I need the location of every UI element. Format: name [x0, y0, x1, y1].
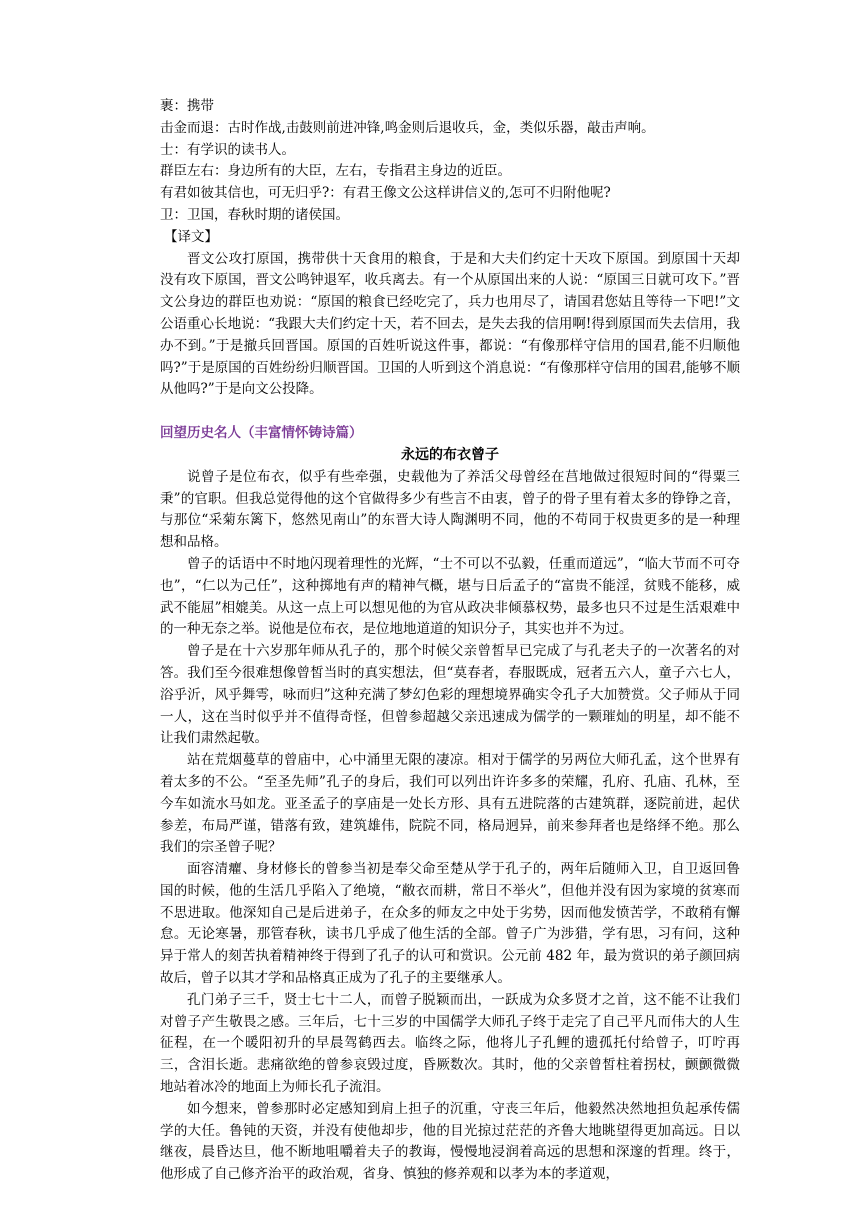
annotation-line: 裹：携带 [160, 98, 214, 114]
translation-paragraph: 晋文公攻打原国，携带供十天食用的粮食，于是和大夫们约定十天攻下原国。到原国十天却没有攻下原国，晋文公鸣钟退军，收兵离去。有一个从原国出来的人说：“原国三日就可攻下。”晋文公身边的群臣也劝说：“原国的粮食已经吃完了，兵力也用尽了，请国君您姑且等待一下吧!”文公语重心长地说：“我跟大夫们约定十天，若不回去，是失去我的信用啊!得到原国而失去信用，我办不到。”于是撤兵回晋国。原国的百姓听说这件事，都说：“有像那样守信用的国君,能不归顺他吗?”于是原国的百姓纷纷归顺晋国。卫国的人听到这个消息说：“有像那样守信用的国君,能够不顺从他吗?”于是向文公投降。 [160, 250, 740, 398]
article-paragraph: 如今想来，曾参那时必定感知到肩上担子的沉重，守丧三年后，他毅然决然地担负起承传儒学的大任。鲁钝的天资，并没有使他却步，他的目光掠过茫茫的齐鲁大地眺望得更加高远。日以继夜，晨昏达旦，他不断地咀嚼着夫子的教诲，慢慢地浸润着高远的思想和深邃的哲理。终于，他形成了自己修齐治平的政治观，省身、慎独的修养观和以孝为本的孝道观， [160, 1100, 740, 1183]
article-title: 永远的布衣曾子 [401, 446, 499, 463]
annotation-line: 有君如彼其信也，可无归乎?：有君王像文公这样讲信义的,怎可不归附他呢? [160, 185, 611, 202]
annotation-line: 击金而退：古时作战,击鼓则前进冲锋,鸣金则后退收兵，金，类似乐器，敲击声响。 [160, 119, 655, 136]
article-paragraph: 说曾子是位布衣，似乎有些牵强，史载他为了养活父母曾经在莒地做过很短时间的“得粟三秉”的官职。但我总觉得他的这个官做得多少有些言不由衷，曾子的骨子里有着太多的铮铮之音，与那位“采菊东篱下，悠然见南山”的东晋大诗人陶渊明不同，他的不苟同于权贵更多的是一种理想和品格。 [160, 468, 740, 551]
annotation-line: 卫：卫国，春秋时期的诸侯国。 [160, 206, 349, 223]
article-paragraph: 曾子是在十六岁那年师从孔子的，那个时候父亲曾皙早已完成了与孔老夫子的一次著名的对答。我们至今很难想像曾皙当时的真实想法，但“莫春者，春服既成，冠者五六人，童子六七人，浴乎沂，风乎舞雩，咏而归”这种充满了梦幻色彩的理想境界确实令孔子大加赞赏。父子师从于同一人，这在当时似乎并不值得奇怪，但曾参超越父亲迅速成为儒学的一颗璀灿的明星，却不能不让我们肃然起敬。 [160, 643, 740, 747]
section-heading: 回望历史名人（丰富情怀铸诗篇） [160, 425, 363, 442]
article-paragraph: 面容清癯、身材修长的曾参当初是奉父命至楚从学于孔子的，两年后随师入卫，自卫返回鲁国的时候，他的生活几乎陷入了绝境，“敝衣而耕，常日不举火”，但他并没有因为家境的贫寒而不思进取。他深知自己是后进弟子，在众多的师友之中处于劣势，因而他发愤苦学，不敢稍有懈怠。无论寒暑，那管春秋，读书几乎成了他生活的全部。曾子广为涉猎，学有思，习有问，这种异于常人的刻苦执着精神终于得到了孔子的认可和赏识。公元前 482 年，最为赏识的弟子颜回病故后，曾子以其才学和品格真正成为了孔子的主要继承人。 [160, 861, 740, 987]
article-paragraph: 孔门弟子三千，贤士七十二人，而曾子脱颖而出，一跃成为众多贤才之首，这不能不让我们对曾子产生敬畏之感。三年后，七十三岁的中国儒学大师孔子终于走完了自己平凡而伟大的人生征程，在一个暖阳初升的早晨驾鹤西去。临终之际，他将儿子孔鲤的遗孤托付给曾子，叮咛再三，含泪长逝。悲痛欲绝的曾参哀毁过度，昏厥数次。其时，他的父亲曾皙柱着拐杖，颤颤微微地站着冰冷的地面上为师长孔子流泪。 [160, 991, 740, 1096]
section-spacer [160, 401, 740, 423]
translation-label: 【译文】 [164, 228, 218, 245]
annotation-line: 士：有学识的读书人。 [160, 141, 295, 158]
annotation-line: 群臣左右：身边所有的大臣，左右，专指君主身边的近臣。 [160, 163, 511, 180]
document-body [160, 96, 740, 1186]
article-paragraph: 曾子的话语中不时地闪现着理性的光辉，“士不可以不弘毅，任重而道远”，“临大节而不可夺也”，“仁以为己任”，这种掷地有声的精神气概，堪与日后孟子的“富贵不能淫，贫贱不能移，威武不能屈”相媲美。从这一点上可以想见他的为官从政决非倾慕权势，最多也只不过是生活艰难中的一种无奈之举。说他是位布衣，是位地地道道的知识分子，其实也并不为过。 [160, 555, 740, 638]
article-paragraph: 站在荒烟蔓草的曾庙中，心中涌里无限的凄凉。相对于儒学的另两位大师孔孟，这个世界有着太多的不公。“至圣先师”孔子的身后，我们可以列出许许多多的荣耀，孔府、孔庙、孔林，至今车如流水马如龙。亚圣孟子的享庙是一处长方形、具有五进院落的古建筑群，逐院前进，起伏参差，布局严谨，错落有致，建筑雄伟，院院不同，格局迥异，前来参拜者也是络绎不绝。那么我们的宗圣曾子呢？ [160, 752, 740, 856]
